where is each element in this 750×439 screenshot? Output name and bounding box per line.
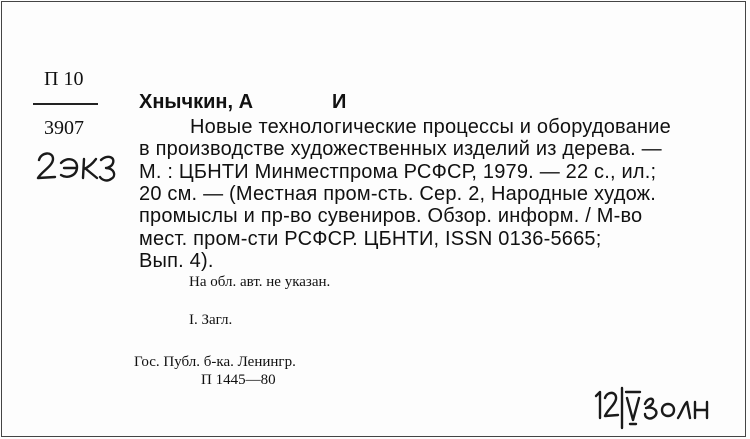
entry-line: промыслы и пр-во сувениров. Обзор. информ. / М-во [139,205,643,227]
subject-tracing: I. Загл. [189,312,233,328]
entry-line: в производстве художественных изделий из дерева. — [139,138,662,160]
handwritten-copies-mark [35,146,121,184]
call-number-divider [33,103,98,105]
author-note: На обл. авт. не указан. [189,274,331,290]
call-number-shelf: П 10 [44,68,84,90]
call-number: 3907 [44,117,84,139]
author-initial: И [332,91,347,113]
author-surname: Хнычкин, А [139,91,254,113]
library-name: Гос. Публ. б-ка. Ленингр. [134,354,296,370]
handwritten-shelf-mark [590,382,722,434]
entry-line: мест. пром-сти РСФСР. ЦБНТИ, ISSN 0136-5665; [139,228,602,250]
entry-line: Новые технологические процессы и оборудование [190,116,671,138]
entry-line: Вып. 4). [139,250,214,272]
entry-line: 20 см. — (Местная пром-сть. Сер. 2, Народные худож. [139,183,657,205]
card-number: П 1445—80 [201,372,276,388]
entry-line: М. : ЦБНТИ Минместпрома РСФСР, 1979. — 22 с., ил.; [139,161,657,183]
